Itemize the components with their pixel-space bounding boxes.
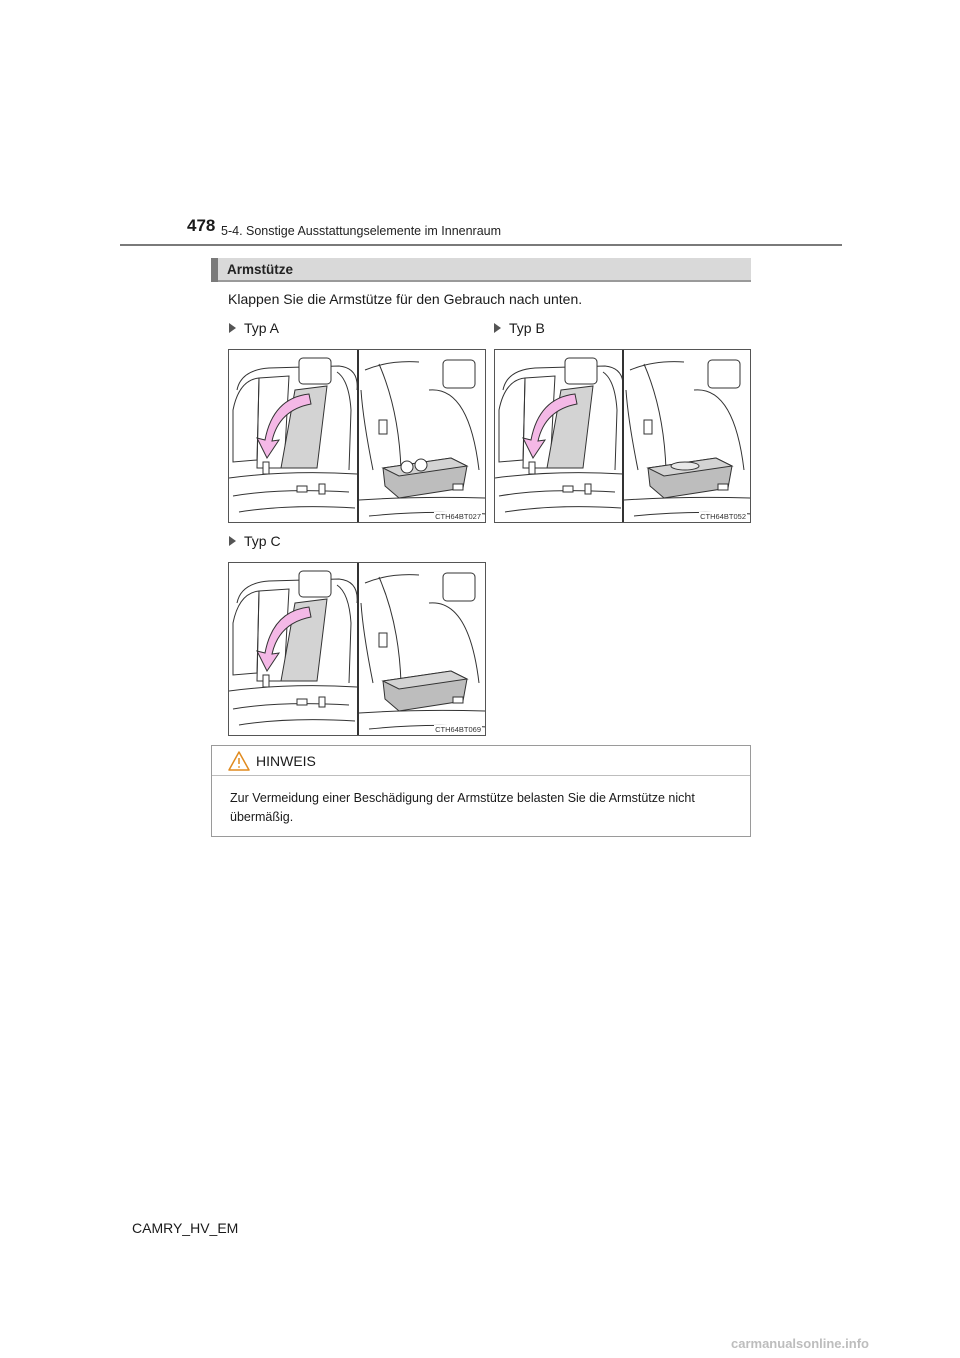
figure-code: CTH64BT069 — [435, 725, 481, 734]
figure-label-text: Typ A — [244, 320, 280, 336]
intro-text: Klappen Sie die Armstütze für den Gebrauch nach unten. — [228, 291, 583, 307]
figure-code: CTH64BT052 — [700, 512, 746, 521]
notice-box — [211, 745, 751, 837]
figure-code: CTH64BT027 — [435, 512, 481, 521]
triangle-bullet-icon — [229, 536, 236, 546]
notice-text: Zur Vermeidung einer Beschädigung der Armstütze belasten Sie die Armstütze nicht übermäßig. — [230, 791, 695, 824]
page-number: 478 — [187, 216, 216, 235]
figure-label-type-b — [494, 320, 545, 336]
figure-type-c — [228, 562, 486, 736]
watermark[interactable]: carmanualsonline.info — [731, 1336, 869, 1351]
running-header: 5-4. Sonstige Ausstattungselemente im Innenraum — [221, 224, 502, 238]
section-title: Armstütze — [227, 262, 294, 277]
triangle-bullet-icon — [494, 323, 501, 333]
figure-label-type-c — [229, 533, 281, 549]
notice-title: HINWEIS — [256, 753, 316, 769]
figure-label-type-a — [229, 320, 279, 336]
document-id: CAMRY_HV_EM — [132, 1220, 239, 1236]
header-rule — [120, 244, 842, 246]
triangle-bullet-icon — [229, 323, 236, 333]
figure-label-text: Typ B — [509, 320, 545, 336]
armrest-illustration-type-b — [495, 350, 750, 522]
figure-type-b — [494, 349, 751, 523]
warning-icon — [227, 750, 251, 772]
armrest-illustration-type-a — [229, 350, 485, 522]
notice-header — [212, 746, 750, 776]
armrest-illustration-type-c — [229, 563, 485, 735]
figure-label-text: Typ C — [244, 533, 281, 549]
section-title-bar — [211, 258, 751, 282]
figure-type-a — [228, 349, 486, 523]
